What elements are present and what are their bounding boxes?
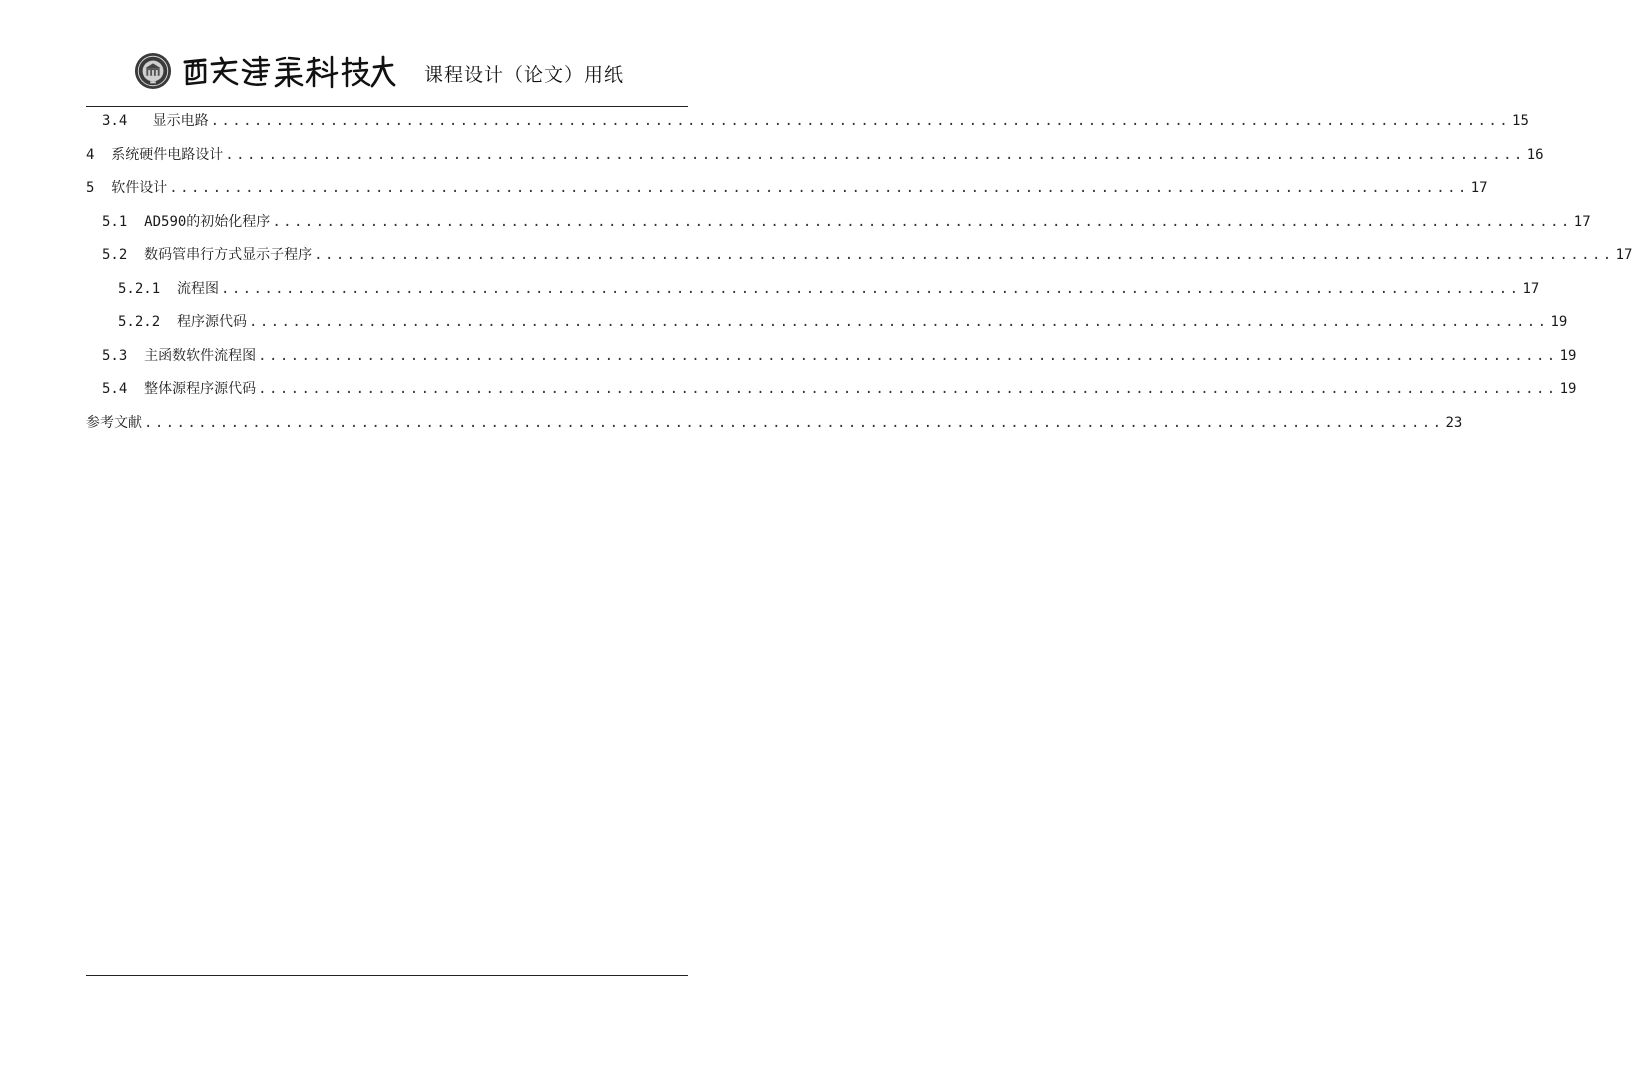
toc-entry-page-number: 19 — [1559, 381, 1577, 397]
toc-entry[interactable] — [86, 310, 1568, 344]
toc-entry-page-number: 17 — [1573, 213, 1591, 230]
toc-entry[interactable] — [86, 210, 1591, 244]
toc-entry-number: 5 — [86, 180, 95, 196]
toc-entry-gap — [127, 243, 144, 267]
university-name-calligraphy — [181, 52, 396, 92]
toc-entry[interactable] — [86, 243, 1632, 277]
toc-entry-title: 程序源代码 — [177, 314, 248, 330]
toc-entry-number: 4 — [86, 146, 95, 163]
toc-entry-gap — [127, 109, 152, 133]
toc-entry[interactable] — [86, 143, 1544, 177]
toc-entry[interactable] — [86, 411, 1463, 445]
toc-entry-title: 整体源程序源代码 — [144, 381, 257, 397]
toc-entry-page-number: 17 — [1615, 247, 1632, 263]
toc-entry-title: 数码管串行方式显示子程序 — [144, 247, 313, 263]
toc-entry-page-number: 16 — [1526, 146, 1544, 163]
toc-entry-title: 软件设计 — [111, 180, 168, 196]
header-divider — [86, 106, 688, 107]
toc-entry-page-number: 15 — [1512, 113, 1529, 129]
toc-entry-title: 流程图 — [177, 280, 220, 297]
toc-dot-leader: ........................................................................................................................ — [314, 247, 1614, 263]
toc-entry-title: AD590的初始化程序 — [144, 213, 271, 230]
table-of-contents — [86, 109, 1632, 444]
page-header — [86, 46, 688, 104]
toc-entry[interactable] — [86, 109, 1529, 143]
toc-dot-leader: ........................................................................................................................ — [144, 414, 1444, 431]
toc-entry-number: 5.4 — [102, 381, 128, 397]
toc-entry-number: 5.2 — [102, 247, 128, 263]
toc-entry-gap — [94, 143, 111, 167]
toc-entry-number: 5.2.1 — [118, 280, 161, 297]
toc-entry-gap — [127, 344, 144, 368]
toc-dot-leader: ........................................................................................................................ — [225, 146, 1525, 163]
toc-entry-number: 3.4 — [102, 113, 128, 129]
toc-entry-page-number: 23 — [1445, 414, 1463, 431]
toc-dot-leader: ........................................................................................................................ — [169, 180, 1469, 196]
toc-entry-gap — [127, 377, 144, 401]
toc-entry-title: 主函数软件流程图 — [144, 347, 257, 364]
toc-dot-leader: ........................................................................................................................ — [249, 314, 1549, 330]
toc-entry-page-number: 19 — [1550, 314, 1568, 330]
toc-entry-title: 参考文献 — [86, 414, 142, 431]
toc-entry-title: 系统硬件电路设计 — [111, 146, 224, 163]
toc-dot-leader: ........................................................................................................................ — [272, 213, 1572, 230]
toc-entry-page-number: 19 — [1559, 347, 1577, 364]
toc-entry-gap — [94, 176, 111, 200]
toc-entry-number: 5.1 — [102, 213, 128, 230]
toc-entry[interactable] — [86, 277, 1540, 311]
toc-entry-page-number: 17 — [1470, 180, 1488, 196]
toc-entry-number: 5.3 — [102, 347, 128, 364]
header-title: 课程设计（论文）用纸 — [424, 64, 625, 86]
toc-entry-title: 显示电路 — [152, 113, 209, 129]
university-seal-icon — [134, 52, 172, 90]
toc-entry[interactable] — [86, 344, 1577, 378]
toc-dot-leader: ........................................................................................................................ — [210, 113, 1511, 129]
toc-entry[interactable] — [86, 377, 1577, 411]
toc-dot-leader: ........................................................................................................................ — [258, 381, 1558, 397]
toc-entry[interactable] — [86, 176, 1488, 210]
toc-dot-leader: ........................................................................................................................ — [221, 280, 1521, 297]
footer-divider — [86, 975, 688, 976]
toc-entry-gap — [127, 210, 144, 234]
toc-entry-number: 5.2.2 — [118, 314, 161, 330]
toc-dot-leader: ........................................................................................................................ — [258, 347, 1558, 364]
toc-entry-page-number: 17 — [1522, 280, 1540, 297]
toc-entry-gap — [160, 277, 177, 301]
toc-entry-gap — [160, 310, 177, 334]
